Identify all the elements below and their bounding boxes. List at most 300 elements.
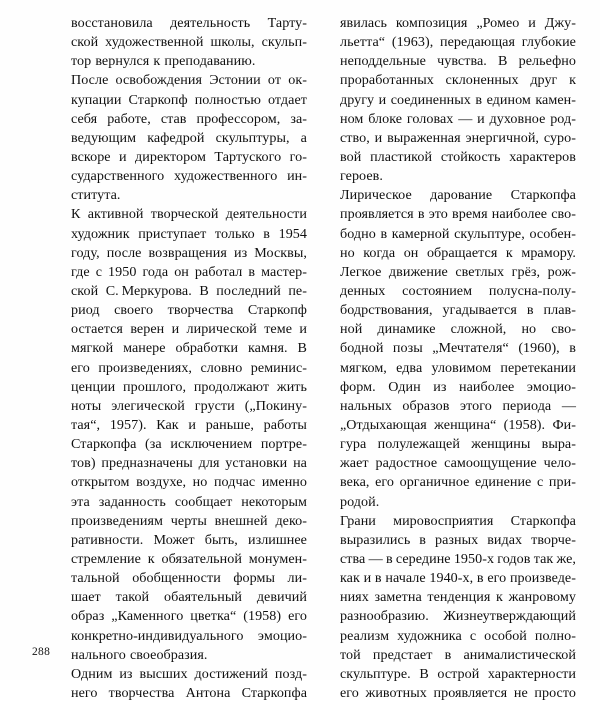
word: светлых <box>455 263 505 280</box>
word: обработки <box>175 340 239 357</box>
text-line <box>340 473 576 492</box>
word: его <box>71 359 90 376</box>
word: Одним <box>71 665 113 682</box>
word: 1957). <box>109 416 147 433</box>
word: с <box>536 474 544 491</box>
word: духовное <box>489 110 546 127</box>
word: в <box>476 570 484 587</box>
paragraph <box>340 14 576 186</box>
word: после <box>106 244 142 261</box>
word: эмоцио- <box>257 627 307 644</box>
word: активной <box>87 206 144 223</box>
word: Старкопфа <box>241 684 307 701</box>
word: полулежащей <box>377 436 460 453</box>
word: и <box>363 570 372 587</box>
word: С. Меркурова. <box>105 282 192 299</box>
word: мировосприятия <box>393 512 494 529</box>
word: творческой <box>150 206 219 223</box>
word: композиция <box>395 15 468 31</box>
word: выразились <box>340 531 411 548</box>
word: ниях <box>340 589 369 606</box>
word: периода <box>502 397 552 414</box>
paragraph <box>340 512 576 703</box>
word: самоощущение <box>444 455 537 472</box>
word: „Ромео <box>476 15 520 31</box>
text-line <box>340 33 576 52</box>
text-line <box>71 531 307 550</box>
word: же, <box>556 550 576 567</box>
word: художественного <box>174 168 278 185</box>
word: его <box>340 684 359 701</box>
word: вой <box>340 148 362 165</box>
word: а <box>300 129 307 146</box>
word: („Покину- <box>244 397 307 414</box>
text-line <box>340 71 576 90</box>
word: друг <box>530 72 558 89</box>
word: передающая <box>440 34 515 51</box>
word: угадывается <box>442 302 517 319</box>
word: бодной <box>340 340 384 357</box>
word: формы <box>233 570 275 587</box>
word: от <box>267 72 282 89</box>
text-line <box>340 569 576 588</box>
word: где <box>71 263 90 280</box>
word: Один <box>388 378 421 395</box>
word: Тартуского <box>214 148 282 165</box>
word: он <box>174 263 189 280</box>
word: Жизнеутверждающий <box>443 608 576 625</box>
text-line <box>340 263 576 282</box>
word: Легкое <box>340 263 382 280</box>
text-line <box>71 684 307 703</box>
word: динамике <box>377 321 436 338</box>
text-line <box>340 588 576 607</box>
word: скульптуре. <box>340 665 411 682</box>
word: стремление <box>71 550 141 567</box>
text-line <box>71 607 307 626</box>
word: и <box>528 15 536 31</box>
word: рельефно <box>518 53 576 70</box>
text-line <box>340 320 576 339</box>
word: произведениях, <box>98 359 192 376</box>
word: восстановила <box>71 15 153 31</box>
word: за- <box>290 110 307 127</box>
word: Старкопфа <box>510 187 576 204</box>
text-line <box>71 378 307 397</box>
word: наиболее <box>459 378 515 395</box>
word: неподдельные <box>340 53 426 70</box>
word: реминис- <box>250 359 307 376</box>
word: исключением <box>170 436 253 453</box>
word: ской <box>71 34 99 51</box>
word: сво- <box>551 206 576 223</box>
word: соединенных <box>390 91 471 108</box>
word: „Каменного <box>111 608 184 625</box>
word: при- <box>548 474 576 491</box>
word: суро- <box>543 129 576 146</box>
word: ство, <box>340 129 370 146</box>
word: стойкость <box>440 148 501 165</box>
word: цветка“ <box>190 608 237 625</box>
word: позд- <box>274 665 307 682</box>
word: в <box>419 531 426 548</box>
word: риод <box>71 302 100 319</box>
word: в <box>417 206 425 223</box>
word: 1950-х <box>453 550 495 567</box>
word: творчества <box>167 302 234 319</box>
word: в <box>444 646 452 663</box>
word: уловимом <box>431 359 492 376</box>
word: работы <box>263 416 307 433</box>
text-line <box>340 129 576 148</box>
word: анималистической <box>463 646 576 663</box>
word: его <box>487 570 507 587</box>
word: деятельность <box>170 15 251 31</box>
text-line <box>71 665 307 684</box>
text-line <box>340 14 576 33</box>
word: В <box>297 340 307 357</box>
word: Эстонии <box>209 72 261 89</box>
word: движение <box>388 263 448 280</box>
word: школы, <box>210 34 255 51</box>
word: камня. <box>247 340 288 357</box>
word: но <box>340 244 355 261</box>
word: мягком, <box>340 359 387 376</box>
text-line <box>340 339 576 358</box>
word: предстает <box>372 646 433 663</box>
word: художник <box>71 225 130 242</box>
word: в <box>475 91 483 108</box>
word: (1960), <box>518 340 560 357</box>
word: пластикой <box>370 148 433 165</box>
word: бодрствования, <box>340 302 433 319</box>
word: К <box>71 206 81 223</box>
word: художника <box>397 627 462 644</box>
word: года <box>142 263 169 280</box>
word: бодно <box>340 225 376 242</box>
word: ведующим <box>71 129 137 146</box>
word: работал <box>194 263 243 280</box>
word: такой <box>115 589 150 606</box>
word: чувства. <box>437 53 487 70</box>
text-line <box>71 550 307 569</box>
text-line <box>71 359 307 378</box>
word: В <box>419 665 429 682</box>
word: внешней <box>214 512 268 529</box>
word: особен- <box>529 225 576 242</box>
text-line <box>71 435 307 454</box>
word: жает <box>340 455 369 472</box>
text-line <box>71 129 307 148</box>
word: достижений <box>194 665 268 682</box>
word: в <box>385 550 393 567</box>
word: реализм <box>340 627 390 644</box>
word: возвращения <box>148 244 227 261</box>
word: годов <box>497 550 531 567</box>
word: в <box>248 263 256 280</box>
word: (за <box>145 436 162 453</box>
text-line <box>71 454 307 473</box>
text-line <box>71 148 307 167</box>
word: продолжают <box>193 378 270 395</box>
word: грёз, <box>511 263 541 280</box>
text-line <box>71 320 307 339</box>
word: льетта“ <box>340 34 386 51</box>
word: творче- <box>531 531 576 548</box>
word: кафедрой <box>147 129 205 146</box>
word: Грани <box>340 512 376 529</box>
text-line <box>340 397 576 416</box>
text-line <box>71 301 307 320</box>
word: образов <box>402 397 450 414</box>
word: века, <box>340 474 370 491</box>
word: но <box>192 474 208 491</box>
text-line <box>71 416 307 435</box>
word: пе- <box>288 282 307 299</box>
word: В <box>498 53 508 70</box>
word: тальной <box>71 570 120 587</box>
text-line <box>340 359 576 378</box>
word: — <box>458 110 473 127</box>
word: вернулся <box>95 53 150 70</box>
word: эта <box>71 493 90 510</box>
word: плав- <box>543 302 576 319</box>
text-line <box>340 493 576 512</box>
word: рож- <box>547 263 576 280</box>
word: установки <box>225 455 288 472</box>
word: образ <box>71 608 105 625</box>
word: мрамору. <box>521 244 576 261</box>
word: последний <box>216 282 281 299</box>
word: обращается <box>426 244 498 261</box>
text-line <box>340 167 576 186</box>
word: ститута. <box>71 187 121 204</box>
text-columns <box>0 14 600 703</box>
text-line <box>340 205 576 224</box>
paragraph <box>71 205 307 664</box>
word: освобождения <box>115 72 203 89</box>
word: с <box>469 627 477 644</box>
word: едва <box>396 359 423 376</box>
word: тенденция <box>427 589 491 606</box>
word: элегической <box>111 397 185 414</box>
text-line <box>71 244 307 263</box>
word: это <box>428 206 448 223</box>
text-line <box>340 91 576 110</box>
word: Джу- <box>544 15 576 31</box>
word: единение <box>475 474 532 491</box>
word: и <box>378 91 387 108</box>
word: его <box>375 474 394 491</box>
word: но <box>521 321 537 338</box>
word: конкретно-индивидуального <box>71 627 244 644</box>
word: к <box>147 550 155 567</box>
word: наиболее <box>491 206 548 223</box>
text-line <box>340 244 576 263</box>
word: (1958). <box>503 416 546 433</box>
text-line <box>340 416 576 435</box>
word: ли- <box>287 570 307 587</box>
word: В <box>199 282 209 299</box>
word: состоянием <box>402 282 473 299</box>
word: быть, <box>204 531 238 548</box>
word: из <box>433 378 447 395</box>
word: Старкопфа <box>510 512 576 529</box>
word: заметна <box>374 589 422 606</box>
word: как <box>340 570 360 587</box>
word: из <box>233 244 248 261</box>
word: женщины <box>471 436 531 453</box>
word: скульптуре, <box>454 225 525 242</box>
word: жить <box>276 378 307 395</box>
word: жанровому <box>508 589 576 606</box>
word: преподаванию. <box>164 53 256 70</box>
word: выраженная <box>387 129 461 146</box>
word: и <box>171 321 180 338</box>
word: в <box>374 570 382 587</box>
word: едином <box>486 91 531 108</box>
word: ной <box>340 321 363 338</box>
word: этого <box>460 397 492 414</box>
word: из <box>119 665 133 682</box>
word: к <box>153 53 161 70</box>
text-line <box>71 225 307 244</box>
word: Москвы, <box>254 244 307 261</box>
text-line <box>340 378 576 397</box>
word: время <box>452 206 488 223</box>
word: и <box>374 129 383 146</box>
word: шает <box>71 589 101 606</box>
paragraph <box>340 186 576 511</box>
word: позы <box>392 340 423 357</box>
text-line <box>340 435 576 454</box>
text-line <box>71 205 307 224</box>
word: обаятельный <box>164 589 242 606</box>
text-line <box>71 110 307 129</box>
word: разнообразию. <box>340 608 429 625</box>
word: разных <box>434 531 479 548</box>
word: характерности <box>487 665 576 682</box>
text-line <box>340 627 576 646</box>
word: словно <box>200 359 243 376</box>
word: обобщенности <box>132 570 221 587</box>
word: сложной, <box>450 321 507 338</box>
text-line <box>71 14 307 33</box>
word: видах <box>487 531 523 548</box>
word: году, <box>71 244 100 261</box>
word: тор <box>71 53 92 70</box>
word: явилась <box>340 15 388 31</box>
word: открытом <box>71 474 130 491</box>
text-line <box>71 588 307 607</box>
word: для <box>198 455 220 472</box>
word: отдает <box>267 91 307 108</box>
word: черты <box>170 512 207 529</box>
word: лирической <box>186 321 257 338</box>
text-line <box>71 627 307 646</box>
word: купации <box>71 91 122 108</box>
word: проявляется <box>340 206 414 223</box>
word: манере <box>123 340 166 357</box>
word: своего <box>114 302 154 319</box>
word: Лирическое <box>340 187 412 204</box>
paragraph <box>71 14 307 71</box>
text-line <box>71 71 307 90</box>
word: он <box>403 244 419 261</box>
word: проявляется <box>433 684 508 701</box>
text-line <box>340 282 576 301</box>
word: камерной <box>391 225 450 242</box>
word: — <box>368 550 383 567</box>
word: 1954 <box>278 225 307 242</box>
word: ноты <box>71 397 102 414</box>
text-column-right <box>340 14 576 703</box>
word: так <box>533 550 554 567</box>
word: мягкой <box>71 340 114 357</box>
word: скульптуры, <box>215 129 290 146</box>
word: род- <box>550 110 576 127</box>
word: ок- <box>288 72 307 89</box>
word: острой <box>437 665 480 682</box>
word: 1940-х, <box>429 570 474 587</box>
word: „Мечтателя“ <box>432 340 509 357</box>
word: верен <box>130 321 165 338</box>
word: выра- <box>541 436 576 453</box>
word: характеров <box>509 148 576 165</box>
word: некоторым <box>241 493 307 510</box>
text-line <box>71 263 307 282</box>
word: на <box>293 455 307 472</box>
word: „Отдыхающая <box>340 416 427 433</box>
text-line <box>340 512 576 531</box>
word: и <box>188 416 196 433</box>
paragraph <box>71 665 307 703</box>
word: в <box>569 340 576 357</box>
word: сво- <box>551 321 576 338</box>
text-line <box>71 569 307 588</box>
word: эмоцио- <box>526 378 576 395</box>
text-line <box>340 607 576 626</box>
word: полностью <box>194 91 261 108</box>
word: Фи- <box>552 416 576 433</box>
word: Как <box>156 416 179 433</box>
word: творчества <box>108 684 175 701</box>
word: него <box>71 684 98 701</box>
word: блоке <box>368 110 403 127</box>
text-line <box>340 684 576 703</box>
word: подчас <box>213 474 256 491</box>
word: и <box>299 321 307 338</box>
word: тая“, <box>71 416 101 433</box>
word: художественной <box>105 34 204 51</box>
word: склоненных <box>445 72 519 89</box>
word: ства <box>340 550 366 567</box>
word: гура <box>340 436 367 453</box>
text-line <box>340 301 576 320</box>
word: девичий <box>256 589 307 606</box>
word: 1950 <box>108 263 137 280</box>
word: (1963), <box>391 34 434 51</box>
word: воздухе, <box>136 474 187 491</box>
word: проработанных <box>340 72 434 89</box>
word: полусна-полу- <box>488 282 576 299</box>
word: героев. <box>340 168 383 185</box>
text-line <box>340 225 576 244</box>
text-line <box>340 646 576 665</box>
text-line <box>340 110 576 129</box>
text-line <box>71 473 307 492</box>
word: раньше, <box>205 416 254 433</box>
